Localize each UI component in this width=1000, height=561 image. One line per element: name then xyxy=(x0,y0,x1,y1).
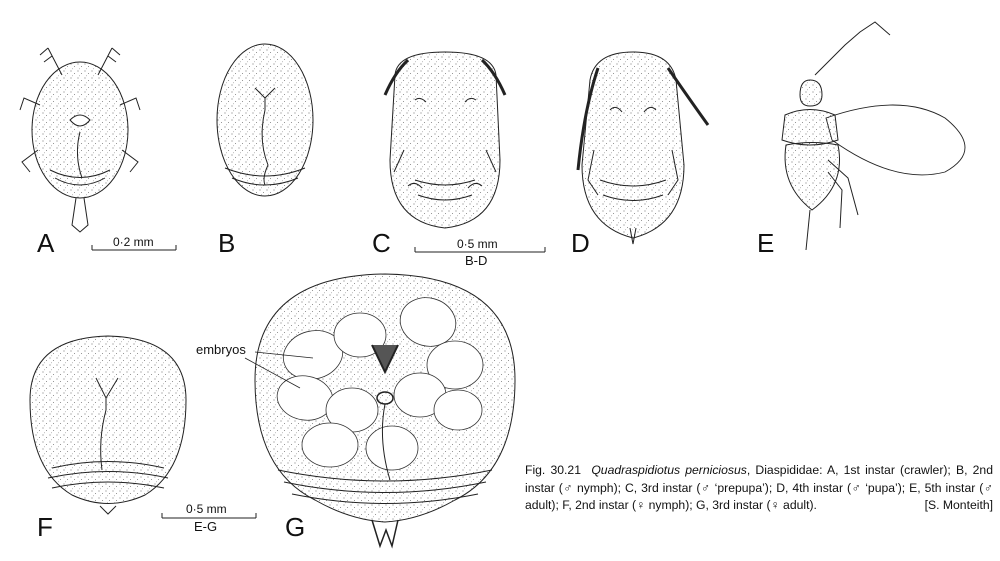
caption-body: , Diaspididae: A, 1st instar (crawler); B, 2nd instar (♂ nymph); C, 3rd instar (♂ ‘prepupa’); D, 4th instar (♂ ‘pupa’); E, 5th instar (♂ adult); F, 2nd instar (♀ nymph); G, 3rd instar (♀ adult). xyxy=(525,463,993,512)
scale-bar-eg-label: 0·5 mm xyxy=(186,502,227,516)
caption-credit: [S. Monteith] xyxy=(924,498,993,512)
female-adult-illustration xyxy=(255,274,515,546)
prepupa-illustration xyxy=(385,52,505,228)
panel-label-a: A xyxy=(37,228,55,258)
scale-bar-bd-range: B-D xyxy=(465,253,488,268)
panel-label-f: F xyxy=(37,512,53,542)
scale-bar-eg-range: E-G xyxy=(194,519,218,534)
figure-caption xyxy=(525,462,993,515)
caption-figure-number: Fig. 30.21 xyxy=(525,463,581,477)
male-nymph-illustration xyxy=(217,44,313,196)
scale-bar-a-label: 0·2 mm xyxy=(113,235,154,249)
crawler-illustration xyxy=(20,48,140,232)
caption-species: Quadraspidiotus perniciosus xyxy=(591,463,747,477)
male-adult-illustration xyxy=(782,22,965,250)
female-nymph-illustration xyxy=(30,336,186,514)
panel-label-c: C xyxy=(372,228,391,258)
pupa-illustration xyxy=(578,52,708,244)
panel-label-b: B xyxy=(218,228,236,258)
embryos-label: embryos xyxy=(196,342,246,357)
scale-bar-bd-label: 0·5 mm xyxy=(457,237,498,251)
panel-label-g: G xyxy=(285,512,306,542)
panel-label-d: D xyxy=(571,228,590,258)
panel-label-e: E xyxy=(757,228,775,258)
